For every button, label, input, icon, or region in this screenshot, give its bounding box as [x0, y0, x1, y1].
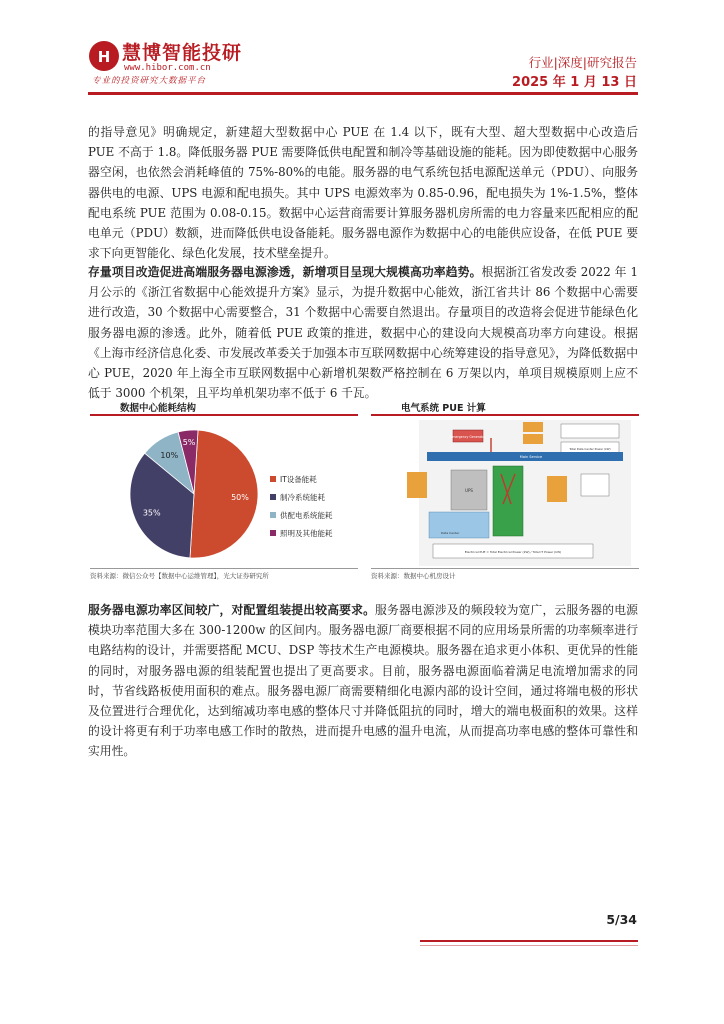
header-divider [88, 92, 638, 95]
paragraph-body: 服务器电源涉及的频段较为宽广，云服务器的电源模块功率范围大多在 300-1200w 的区间内。服务器电源厂商要根据不同的应用场景所需的功率频率进行电路结构的设计，并需要搭配 MCU、DSP 等技术生产电源模块。服务器在追求更小体积、更优异的性能的同时，对服务器电源的组装配置也提出了更高要求。目前，服务器电源面临着满足电流增加需求的同时，节省线路板使用面积的难点。服务器电源厂商需要精细化电源内部的设计空间，通过将端电极的形状及位置进行合理优化，达到缩减功率电感的整体尺寸并降低阻抗的同时，增大的端电极面积的效果。这样的设计将更有利于功率电感工作时的散热，进而提升电感的温升电流，从而提高功率电感的整体可靠性和实用性。 [88, 603, 638, 759]
it-load-box [493, 466, 523, 536]
logo-url[interactable]: www.hibor.com.cn [124, 63, 211, 73]
footer-divider-thin [420, 945, 638, 946]
paragraph-power-range [88, 600, 638, 762]
figure-bottom-rule [90, 568, 358, 569]
page-header [0, 0, 724, 110]
legend-item [270, 470, 333, 488]
figure-energy-structure [90, 394, 358, 580]
logo-name: 慧博智能投研 [122, 42, 243, 64]
total-power-box-1 [561, 424, 619, 438]
paragraph-lead: 服务器电源功率区间较广，对配置组装提出较高要求。 [88, 603, 376, 617]
page-number: 5/34 [606, 912, 637, 927]
paragraph-project-trend [88, 262, 638, 403]
pie-data-label-4: 5% [182, 437, 196, 447]
logo-slogan: 专业的投资研究大数据平台 [92, 76, 207, 86]
report-type: 行业|深度|研究报告 [528, 55, 637, 70]
paragraph-pue-requirements: 的指导意见》明确规定，新建超大型数据中心 PUE 在 1.4 以下，既有大型、超大型数据中心改造后 PUE 不高于 1.8。降低服务器 PUE 需要降低供电配置和制冷等基础设施的能耗。因为即使数据中心服务器空闲，也依然会消耗峰值的 75%-80%的电能。服务器的电气系统包括电源配送单元（PDU）、向服务器供电的电源、UPS 电源和配电损失。其中 UPS 电源效率为 0.85-0.96，配电损失为 1%-1.5%，整体配电系统 PUE 范围为 0.08-0.15。数据中心运营商需要计算服务器机房所需的电力容量来匹配相应的配电单元（PDU）数额，进而降低供电设备能耗。服务器电源作为数据中心的电能供应设备，在低 PUE 要求下向更智能化、绿色化发展，技术壁垒提升。 [88, 125, 638, 261]
figure-source: 资料来源：数据中心机房设计 [371, 572, 456, 580]
pue-schematic-diagram [371, 394, 639, 566]
figure-title: 数据中心能耗结构 [120, 403, 197, 414]
legend-label: 照明及其他能耗 [280, 528, 333, 538]
legend-item [270, 524, 333, 542]
figure-title: 电气系统 PUE 计算 [401, 403, 486, 414]
pie-data-label-1: 50% [231, 492, 249, 502]
main-service-label: Main Service [519, 455, 543, 459]
report-date: 2025 年 1 月 13 日 [512, 75, 637, 90]
hibor-logo-icon [88, 40, 120, 72]
ups-label: UPS [465, 488, 473, 493]
legend-swatch [270, 530, 276, 536]
data-center-label: Data Center [441, 531, 460, 535]
utility-feed-box [523, 422, 543, 432]
switchgear-box-left [407, 472, 427, 498]
cooling-box [581, 474, 609, 496]
legend-swatch [270, 476, 276, 482]
paragraph-body: 根据浙江省发改委 2022 年 1 月公示的《浙江省数据中心能效提升方案》显示，为提升数据中心能效，浙江省共计 86 个数据中心需要进行改造，30 个数据中心需要整合，31 个数据中心需要自然退出。存量项目的改造将会促进节能绿色化服务器电源的渗透。此外，随着低 PUE 政策的推进，数据中心的建设向大规模高功率方向建设。根据《上海市经济信息化委、市发展改革委关于加强本市互联网数据中心统筹建设的指导意见》，为降低数据中心 PUE，2020 年上海全市互联网数据中心新增机架数严格控制在 6 万架以内，单项目规模原则上应不低于 3000 个机架，且平均单机架功率不低于 6 千瓦。 [88, 265, 638, 401]
legend-label: 制冷系统能耗 [280, 492, 325, 502]
pie-data-label-3: 10% [160, 451, 179, 461]
legend-label: 供配电系统能耗 [280, 510, 333, 520]
utility-feed-box-2 [523, 434, 543, 444]
emergency-generator-label: Emergency Generator [450, 435, 486, 439]
total-power-label: Total Data Center Power (kW) [569, 447, 611, 451]
figure-source: 资料来源：微信公众号【数据中心运维管理】，光大证券研究所 [90, 572, 269, 580]
switchgear-box-right [547, 476, 567, 502]
pie-data-label-2: 35% [142, 508, 161, 518]
footer-divider [420, 940, 638, 942]
figure-bottom-rule [371, 568, 639, 569]
svg-text:H: H [97, 48, 111, 66]
legend-swatch [270, 494, 276, 500]
legend-item [270, 488, 333, 506]
paragraph-lead: 存量项目改造促进高端服务器电源渗透，新增项目呈现大规模高功率趋势。 [88, 265, 482, 279]
legend-item [270, 506, 333, 524]
legend-swatch [270, 512, 276, 518]
figure-pue-calculation [371, 394, 639, 580]
formula-text: Electrical PUE = Total Electrical Power (kW) / Total IT Power (kW) [464, 550, 562, 554]
pie-legend [270, 470, 333, 542]
legend-label: IT设备能耗 [280, 474, 317, 484]
